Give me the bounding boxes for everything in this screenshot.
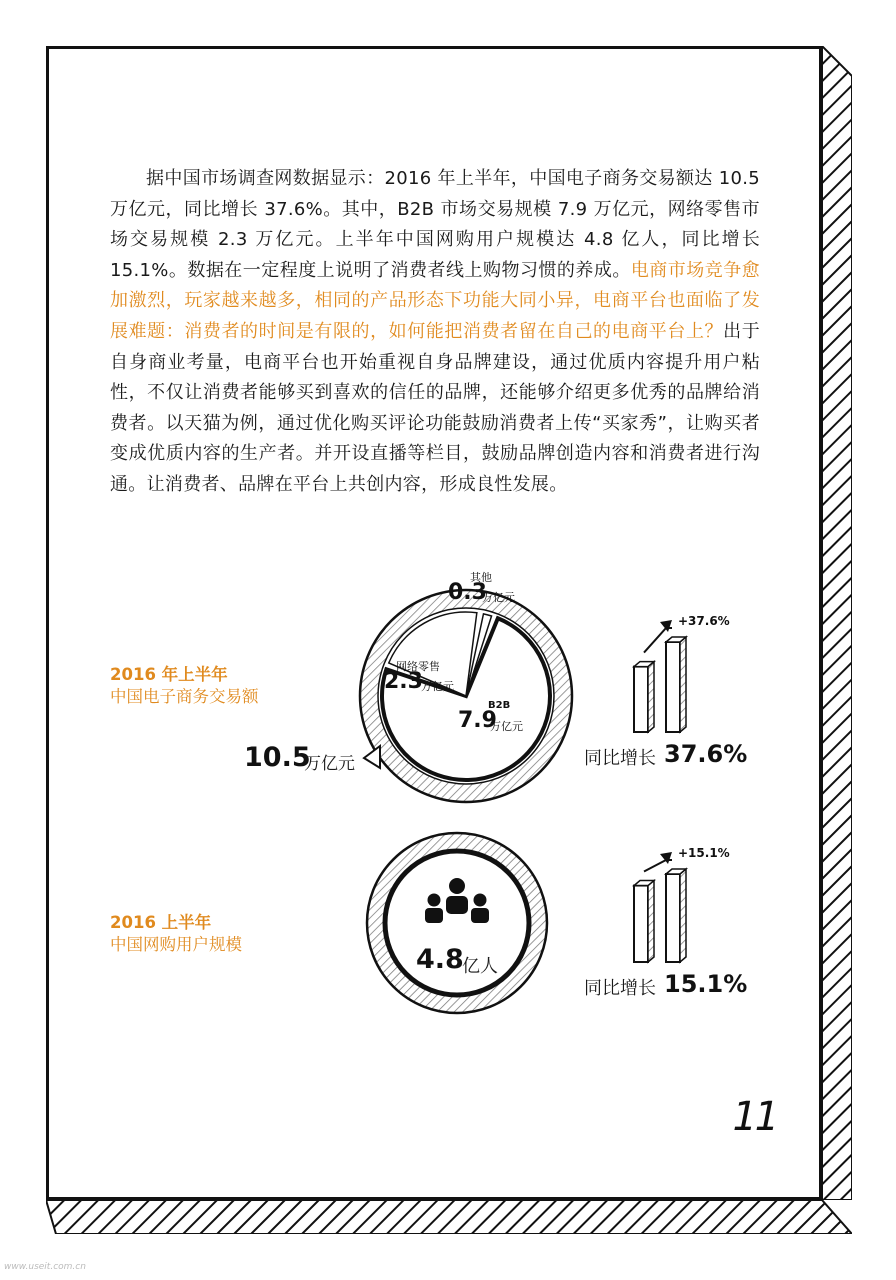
total-value: 10.5 [244,742,311,773]
watermark: www.useit.com.cn [4,1262,86,1272]
growth-chart-1 [626,614,736,738]
infographic1-label [110,664,259,708]
pie-b2b-value: 7.9 [458,708,497,733]
infographic2-label-year: 2016 上半年 [110,913,212,932]
frame-bottom-hatch [46,1200,852,1234]
frame-side-hatch [822,46,852,1200]
paragraph-part1: 据中国市场调查网数据显示：2016 年上半年，中国电子商务交易额达 10.5 万亿元，同比增长 37.6%。其中，B2B 市场交易规模 7.9 万亿元，网络零售市场交易规模 2.3 万亿元。上半年中国网购用户规模达 4.8 亿人，同比增长 15.1%。数据在一定程度上说明了消费者线上购物习惯的养成。 [110,168,760,281]
paragraph-highlight: 电商市场竞争愈加激烈，玩家越来越多，相同的产品形态下功能大同小异，电商平台也面临了发展难题：消费者的时间是有限的，如何能把消费者留在自己的电商平台上？ [110,259,760,342]
pie-other-unit: 万亿元 [482,591,515,604]
pie-retail-label: 网络零售 [396,660,440,673]
pie-retail-unit: 万亿元 [421,680,454,693]
growth1-tag: +37.6% [678,614,730,628]
pie-chart [356,586,576,806]
growth1-label: 同比增长 [584,748,656,769]
infographic2-label-title: 中国网购用户规模 [110,935,242,954]
infographic1-label-title: 中国电子商务交易额 [110,687,259,706]
growth-arrowhead-icon [660,620,672,632]
body-paragraph [110,164,760,501]
growth-bar-previous [634,662,654,732]
pie-retail-value: 2.3 [384,669,423,694]
page-number: 11 [732,1094,777,1140]
growth-bar-current [666,637,686,732]
users-ring [364,830,550,1016]
infographic1-label-year: 2016 年上半年 [110,665,228,684]
callout-pointer [362,744,382,770]
growth-chart-2 [626,846,736,968]
total-unit: 万亿元 [304,754,355,774]
growth2-value: 15.1% [664,970,748,998]
growth-bar-current [666,869,686,962]
pie-b2b-unit: 万亿元 [490,720,523,733]
pie-other-value: 0.3 [448,580,487,605]
growth2-tag: +15.1% [678,846,730,860]
growth2-label: 同比增长 [584,978,656,999]
paragraph-part2: 出于自身商业考量，电商平台也开始重视自身品牌建设，通过优质内容提升用户粘性，不仅让消费者能够买到喜欢的信任的品牌，还能够介绍更多优秀的品牌给消费者。以天猫为例，通过优化购买评论功能鼓励消费者上传“买家秀”，让购买者变成优质内容的生产者。并开设直播等栏目，鼓励品牌创造内容和消费者进行沟通。让消费者、品牌在平台上共创内容，形成良性发展。 [110,320,760,495]
growth-bar-previous [634,881,654,962]
pie-b2b-label: B2B [488,700,511,711]
growth1-value: 37.6% [664,740,748,768]
pie-other-label: 其他 [470,571,492,584]
users-unit: 亿人 [462,956,498,977]
infographic2-label [110,912,242,956]
users-value: 4.8 [416,944,464,975]
